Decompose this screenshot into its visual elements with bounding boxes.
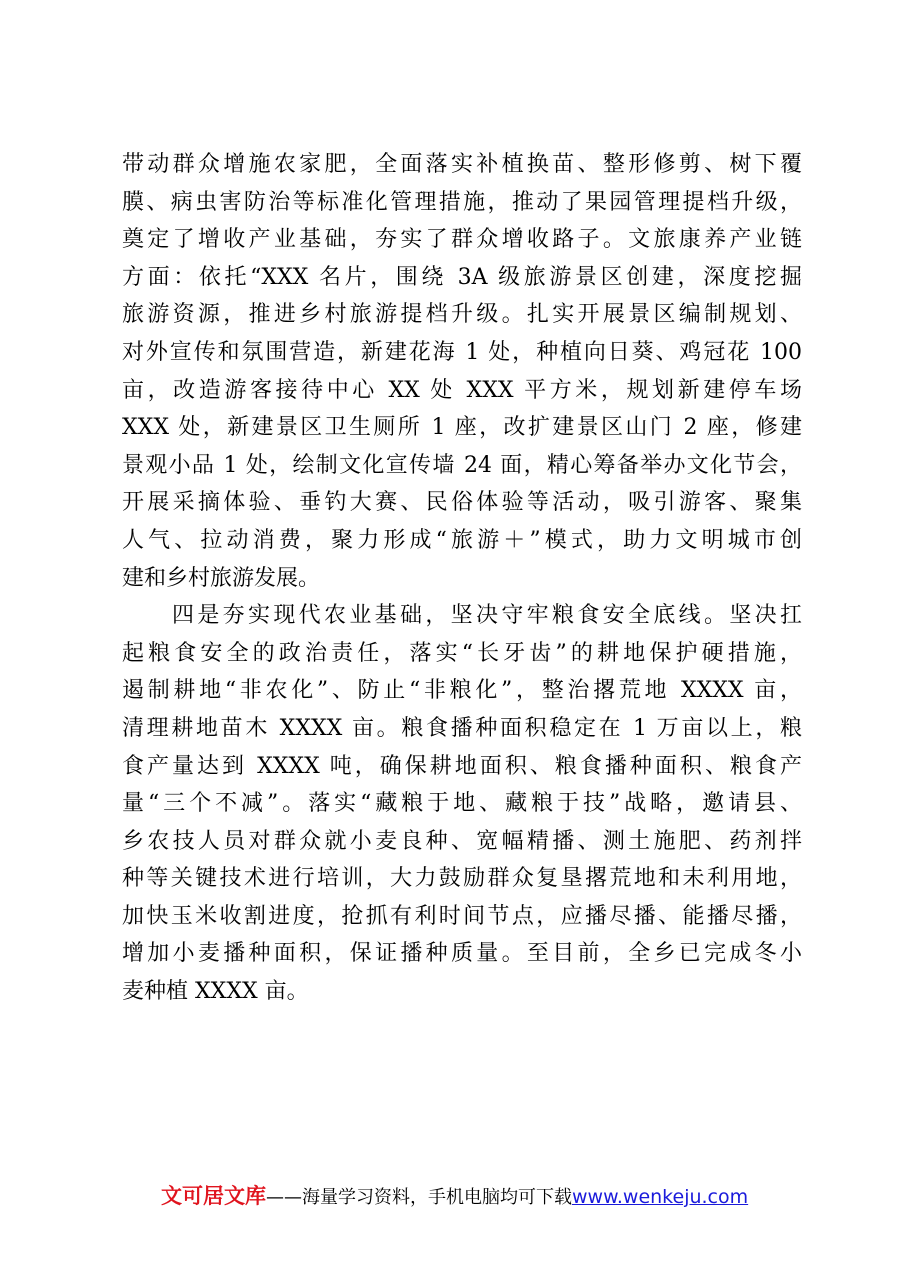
text-line: 景观小品 1 处，绘制文化宣传墙 24 面，精心筹备举办文化节会， [122,452,802,478]
text-line: 奠定了增收产业基础，夯实了群众增收路子。文旅康养产业链 [122,227,802,253]
text-line: 起粮食安全的政治责任，落实“长牙齿”的耕地保护硬措施， [122,640,802,666]
paragraph-first-line: 四是夯实现代农业基础，坚决守牢粮食安全底线。坚决扛 [172,603,802,629]
text-line: 开展采摘体验、垂钓大赛、民俗体验等活动，吸引游客、聚集 [122,490,802,516]
text-line: 对外宣传和氛围营造，新建花海 1 处，种植向日葵、鸡冠花 100 [122,339,802,365]
text-line: 增加小麦播种面积，保证播种质量。至目前，全乡已完成冬小 [122,941,802,967]
text-line: 人气、拉动消费，聚力形成“旅游＋”模式，助力文明城市创 [122,527,802,553]
text-line: 旅游资源，推进乡村旅游提档升级。扎实开展景区编制规划、 [122,302,802,328]
text-line: 带动群众增施农家肥，全面落实补植换苗、整形修剪、树下覆 [122,152,802,177]
body-text [122,146,802,1011]
footer-banner [161,1180,748,1212]
text-line: 亩，改造游客接待中心 XX 处 XXX 平方米，规划新建停车场 [122,377,802,403]
text-line: 方面：依托“XXX 名片，围绕 3A 级旅游景区创建，深度挖掘 [122,264,802,290]
text-line: 清理耕地苗木 XXXX 亩。粮食播种面积稳定在 1 万亩以上，粮 [122,715,802,741]
text-line: 种等关键技术进行培训，大力鼓励群众复垦撂荒地和未利用地， [122,866,802,892]
text-line: 乡农技人员对群众就小麦良种、宽幅精播、测土施肥、药剂拌 [122,828,802,854]
text-line: XXX 处，新建景区卫生厕所 1 座，改扩建景区山门 2 座，修建 [122,415,802,441]
footer-slogan: 海量学习资料，手机电脑均可下载 [302,1187,572,1208]
paragraph-last-line: 麦种植 XXXX 亩。 [122,979,309,1005]
text-line: 量“三个不减”。落实“藏粮于地、藏粮于技”战略，邀请县、 [122,791,802,817]
text-line: 加快玉米收割进度，抢抓有利时间节点，应播尽播、能播尽播， [122,903,802,929]
text-line: 膜、病虫害防治等标准化管理措施，推动了果园管理提档升级， [122,189,802,215]
paragraph-last-line: 建和乡村旅游发展。 [122,565,321,591]
text-line: 遏制耕地“非农化”、防止“非粮化”，整治撂荒地 XXXX 亩， [122,678,802,704]
footer-separator: —— [266,1187,302,1208]
text-line: 食产量达到 XXXX 吨，确保耕地面积、粮食播种面积、粮食产 [122,753,802,779]
website-link[interactable]: www.wenkeju.com [572,1186,749,1208]
brand-name: 文可居文库 [161,1184,266,1208]
